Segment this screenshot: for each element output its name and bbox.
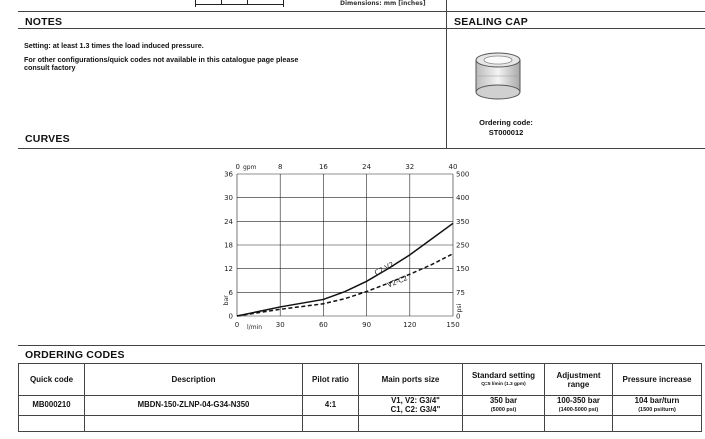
series-label-v2-c2: V2-C2	[386, 274, 409, 290]
header-description: Description	[85, 364, 303, 396]
y-tick-label-psi: 0	[456, 312, 461, 321]
sealing-cap-image	[468, 50, 528, 102]
x-tick-label-lmin: 60	[318, 321, 328, 329]
series-line-v2-c2	[237, 254, 453, 316]
y-tick-label-bar: 18	[224, 241, 233, 250]
x-tick-label-gpm: 24	[362, 163, 372, 171]
cell-standard-setting	[463, 396, 545, 416]
header-main-ports: Main ports size	[359, 364, 463, 396]
header-standard-setting	[463, 364, 545, 396]
y-axis-label-psi: psi	[456, 303, 463, 313]
y-tick-label-bar: 36	[224, 170, 233, 179]
header-pilot-ratio: Pilot ratio	[303, 364, 359, 396]
x-tick-label-gpm: 16	[318, 163, 328, 171]
pressure-increase-sub: (1500 psi/turn)	[638, 406, 676, 413]
table-row	[19, 396, 702, 416]
x-axis-label-lmin: l/min	[247, 324, 263, 331]
ports-v-value: G3/4"	[419, 396, 440, 405]
divider	[18, 11, 705, 12]
x-tick-label-lmin: 150	[446, 321, 460, 329]
y-tick-label-bar: 24	[224, 217, 233, 226]
y-tick-label-psi: 350	[456, 217, 470, 226]
x-axis-label-gpm: gpm	[243, 164, 257, 171]
performance-chart	[190, 158, 480, 338]
table-header-row	[19, 364, 702, 396]
x-tick-label-gpm: 8	[277, 163, 283, 171]
header-standard-setting-label: Standard setting	[471, 370, 536, 380]
sealing-cap-title: SEALING CAP	[454, 16, 528, 28]
adjustment-range-sub: (1400-5000 psi)	[558, 406, 599, 413]
dimensions-note: Dimensions: mm [inches]	[340, 0, 426, 7]
divider	[18, 345, 705, 346]
cell-pressure-increase	[613, 396, 702, 416]
y-tick-label-bar: 6	[228, 288, 233, 297]
x-tick-label-lmin: 120	[403, 321, 417, 329]
divider	[18, 28, 705, 29]
ordering-code-value: ST000012	[488, 128, 524, 137]
y-tick-label-psi: 150	[456, 265, 470, 274]
notes-title: NOTES	[25, 16, 63, 28]
notes-line: consult factory	[24, 63, 76, 72]
y-tick-label-bar: 12	[224, 265, 233, 274]
table-row-empty	[19, 416, 702, 432]
y-tick-label-psi: 75	[456, 288, 465, 297]
pressure-increase-value: 104 bar/turn	[634, 396, 680, 405]
ports-c-label: C1, C2:	[390, 404, 420, 414]
y-tick-label-psi: 400	[456, 194, 470, 203]
y-tick-label-bar: 30	[224, 194, 233, 203]
dimension-drawing-fragment	[195, 0, 285, 10]
x-tick-label-lmin: 30	[275, 321, 285, 329]
cell-main-ports	[359, 396, 463, 416]
adjustment-range-value: 100-350 bar	[557, 396, 600, 405]
y-tick-label-psi: 250	[456, 241, 470, 250]
y-axis-label-bar: bar	[223, 295, 230, 306]
series-label-c2-v2: C2-V2	[373, 260, 396, 278]
cell-description: MBDN-150-ZLNP-04-G34-N350	[85, 396, 303, 416]
x-tick-label-gpm: 0	[235, 163, 240, 171]
x-tick-label-gpm: 40	[448, 163, 458, 171]
divider	[18, 148, 705, 149]
x-tick-label-lmin: 90	[362, 321, 372, 329]
header-pressure-increase: Pressure increase	[613, 364, 702, 396]
standard-setting-value: 350 bar	[489, 396, 518, 405]
cell-adjustment-range	[545, 396, 613, 416]
curves-title: CURVES	[25, 133, 70, 145]
ordering-code-label: Ordering code:	[479, 118, 533, 127]
cell-pilot-ratio: 4:1	[303, 396, 359, 416]
x-tick-label-gpm: 32	[405, 163, 415, 171]
notes-line: Setting: at least 1.3 times the load induced pressure.	[24, 41, 204, 50]
header-quick-code: Quick code	[19, 364, 85, 396]
ordering-codes-table	[18, 363, 702, 432]
standard-setting-sub: (5000 psi)	[490, 406, 517, 413]
x-tick-label-lmin: 0	[234, 321, 240, 329]
header-adjustment-range: Adjustment range	[545, 364, 613, 396]
y-tick-label-bar: 0	[228, 312, 233, 321]
y-tick-label-psi: 500	[456, 170, 470, 179]
ports-c-value: G3/4"	[419, 404, 441, 414]
notes-line: For other configurations/quick codes not available in this catalogue page please	[24, 55, 299, 64]
ports-v-label: V1, V2:	[391, 396, 420, 405]
ordering-codes-title: ORDERING CODES	[25, 349, 125, 361]
cell-quick-code: MB000210	[19, 396, 85, 416]
header-standard-setting-sub: Q=5 l/min (1.3 gpm)	[481, 381, 526, 387]
